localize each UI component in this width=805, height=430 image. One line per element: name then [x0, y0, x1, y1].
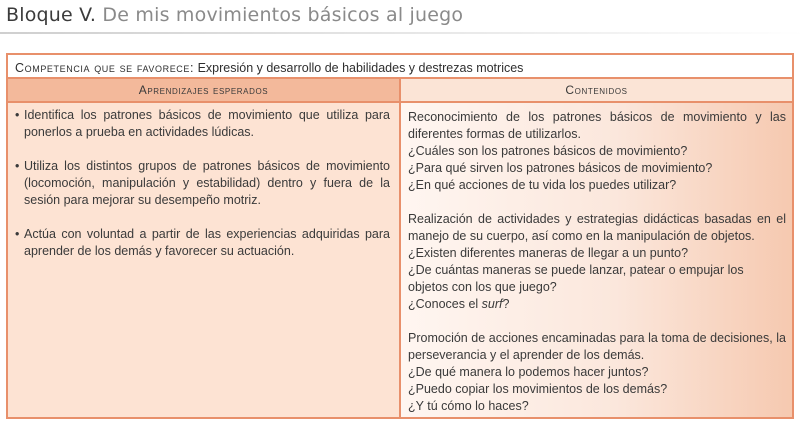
contenido-lead: Promoción de acciones encaminadas para la toma de decisiones, la perseverancia y el aprender de los demás.: [408, 331, 786, 362]
list-item: [15, 107, 390, 141]
bullet: •: [15, 227, 20, 241]
table-body: [8, 103, 792, 417]
curriculum-table: [6, 53, 794, 419]
question-suffix: ?: [502, 297, 510, 311]
title-divider: [0, 32, 805, 34]
contenido-question: ¿De cuántas maneras se puede lanzar, patear o empujar los objetos con los que juego?: [408, 263, 744, 294]
contenido-block: [408, 211, 786, 313]
block-name: De mis movimientos básicos al juego: [102, 4, 464, 26]
contenido-question: ¿Existen diferentes maneras de llegar a un punto?: [408, 246, 689, 260]
column-headers: [8, 79, 792, 103]
competencia-label: Competencia que se favorece:: [15, 61, 195, 75]
competencia-row: [8, 55, 792, 79]
contenido-question: ¿En qué acciones de tu vida los puedes utilizar?: [408, 178, 677, 192]
aprendizaje-text: Utiliza los distintos grupos de patrones básicos de movimiento (locomoción, manipulación y estabilidad) dentro y fuera de la sesión para mejorar su desempeño motriz.: [24, 159, 390, 207]
contenido-lead: Realización de actividades y estrategias didácticas basadas en el manejo de su cuerpo, así como en la manipulación de objetos.: [408, 212, 786, 243]
contenido-block: [408, 330, 786, 415]
bullet: •: [15, 159, 20, 173]
question-prefix: ¿Conoces el: [408, 297, 482, 311]
contenido-lead: Reconocimiento de los patrones básicos de movimiento y las diferentes formas de utilizarlos.: [408, 110, 786, 141]
bullet: •: [15, 108, 20, 122]
header-aprendizajes: Aprendizajes esperados: [8, 79, 401, 101]
contenido-question: ¿De qué manera lo podemos hacer juntos?: [408, 365, 649, 379]
block-number: Bloque V.: [6, 4, 97, 26]
aprendizajes-column: [8, 103, 401, 417]
contenido-block: [408, 109, 786, 194]
contenido-question: ¿Cuáles son los patrones básicos de movimiento?: [408, 144, 688, 158]
contenido-question: ¿Y tú cómo lo haces?: [408, 399, 529, 413]
contenidos-column: [401, 103, 792, 417]
contenido-question: ¿Puedo copiar los movimientos de los demás?: [408, 382, 668, 396]
competencia-text: Expresión y desarrollo de habilidades y destrezas motrices: [197, 61, 524, 75]
contenido-question: [408, 296, 786, 313]
aprendizaje-text: Actúa con voluntad a partir de las experiencias adquiridas para aprender de los demás y favorecer su actuación.: [24, 227, 390, 258]
page-title: [6, 4, 463, 26]
surf-term: surf: [481, 297, 503, 311]
header-contenidos: Contenidos: [401, 79, 792, 101]
list-item: [15, 226, 390, 260]
list-item: [15, 158, 390, 209]
aprendizaje-text: Identifica los patrones básicos de movimiento que utiliza para ponerlos a prueba en actividades lúdicas.: [24, 108, 390, 139]
contenido-question: ¿Para qué sirven los patrones básicos de movimiento?: [408, 161, 713, 175]
